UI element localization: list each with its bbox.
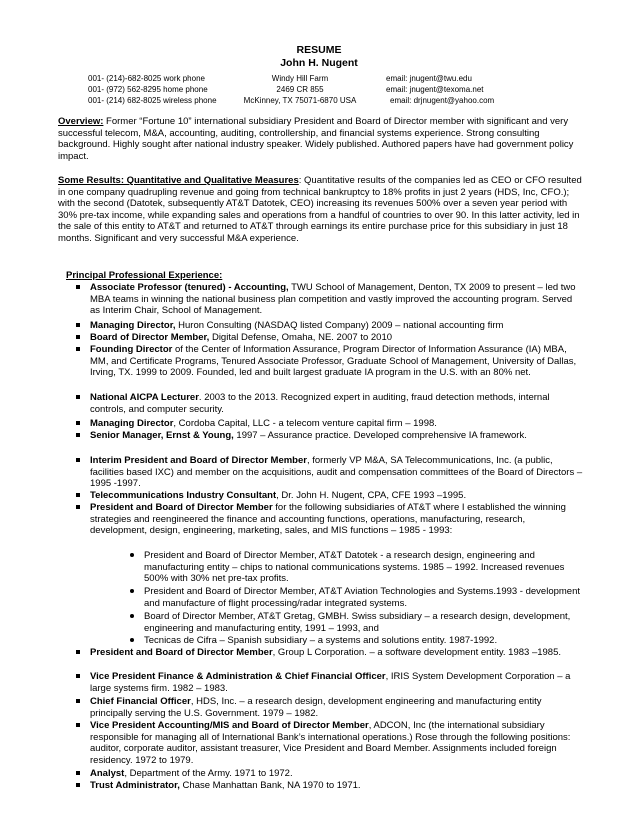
bullet-dot [130,589,134,593]
experience-item [90,671,584,694]
experience-item [90,320,584,332]
role-title: Chief Financial Officer [90,696,191,707]
experience-heading [66,270,592,282]
experience-item [90,332,584,344]
role-title: Founding Director [90,344,173,355]
phone-list [88,73,217,106]
bullet-square [76,674,80,678]
experience-item [90,780,584,792]
experience-item [90,768,584,780]
role-title: Vice President Accounting/MIS and Board of Director Member [90,720,369,731]
home-phone: 001- (972) 562-8295 home phone [88,85,208,94]
role-title: Managing Director, [90,320,176,331]
bullet-square [76,421,80,425]
role-title: Senior Manager, Ernst & Young, [90,430,234,441]
results-text: : Quantitative results of the companies led as CEO or CFO resulted in one company quadrupling revenue and going from technical bankruptcy to 18% profits in just 2 years (HDS, Inc, CFO.); with the second (Datotek, subsequently AT&T Datotek, CEO) increasing its revenues 500% over a seven year period with 30% pre-tax income, while expanding sales and operations from a handful of countries to over 90. In this latter activity, led in the sale of this entity to AT&T and returned to AT&T through earnings its entire purchase price for this subsidiary in just 18 months. Significant and very successful M&A experience. [58,175,582,244]
bullet-dot [130,553,134,557]
overview-section [58,116,584,162]
bullet-square [76,433,80,437]
subsidiary-item [144,586,584,609]
email-link[interactable]: email: drjnugent@yahoo.com [390,96,495,105]
subsidiary-item [144,550,584,585]
experience-item [90,344,584,379]
subsidiary-detail: Board of Director Member, AT&T Gretag, GMBH. Swiss subsidiary – a research design, development, engineering and manufacturing entity, 1991 – 1993, and [144,611,571,634]
experience-item [90,392,584,415]
bullet-square [76,458,80,462]
role-detail: . 2003 to the 2013. Recognized expert in auditing, fraud detection methods, internal controls, and computer security. [90,392,550,415]
role-detail: , Cordoba Capital, LLC - a telecom venture capital firm – 1998. [173,418,437,429]
candidate-name: John H. Nugent [280,57,358,69]
role-title: Analyst [90,768,125,779]
experience-item [90,647,584,659]
email-link[interactable]: email: jnugent@texoma.net [386,85,484,94]
subsidiary-detail: President and Board of Director Member, AT&T Aviation Technologies and Systems.1993 - development and manufacture of flight processing/radar integrated systems. [144,586,581,609]
resume-title: RESUME [296,44,342,56]
bullet-dot [130,638,134,642]
role-title: President and Board of Director Member [90,502,273,513]
role-title: President and Board of Director Member [90,647,273,658]
role-detail: , formerly VP M&A, SA Telecommunications, Inc. (a public, facilities based IXC) and member on the acquisitions, audit and compensation committees of the Board of Directors – 1995 -1997. [90,455,583,490]
role-title: Associate Professor (tenured) - Accounting, [90,282,289,293]
overview-label: Overview: [58,116,104,127]
experience-item [90,490,584,502]
subsidiary-detail: Tecnicas de Cifra – Spanish subsidiary – a systems and solutions entity. 1987-1992. [144,635,498,646]
bullet-square [76,650,80,654]
bullet-square [76,285,80,289]
role-title: Managing Director [90,418,174,429]
work-phone: 001- (214)-682-8025 work phone [88,74,205,83]
role-detail: , Group L Corporation. – a software development entity. 1983 –1985. [272,647,562,658]
bullet-square [76,505,80,509]
bullet-square [76,493,80,497]
role-detail: , ADCON, Inc (the international subsidiary responsible for managing all of International Bank’s international operations.) Rose through the following positions: auditor, corporate auditor, assistant treasurer, Vice President and Board Member. Assignments included foreign residency. 1972 to 1979. [90,720,571,766]
results-section [58,175,584,245]
role-detail: Huron Consulting (NASDAQ listed Company) 2009 – national accounting firm [175,320,504,331]
role-detail: 1997 – Assurance practice. Developed comprehensive IA framework. [233,430,527,441]
experience-item [90,696,584,719]
role-detail: , Dr. John H. Nugent, CPA, CFE 1993 –1995. [276,490,467,501]
role-detail: for the following subsidiaries of AT&T where I established the winning strategies and reengineered the finance and accounting functions, operations, manufacturing, research, development, design, engineering, marketing, sales, and MIS functions – 1985 - 1993: [90,502,566,537]
bullet-square [76,699,80,703]
experience-item [90,418,584,430]
role-title: Interim President and Board of Director Member [90,455,307,466]
address-line: 2469 CR 855 [276,85,324,94]
results-label: Some Results: Quantitative and Qualitative Measures [58,175,299,186]
role-title: Board of Director Member, [90,332,210,343]
role-detail: , HDS, Inc. – a research design, development engineering and manufacturing entity principally serving the U.S. Government. 1979 – 1982. [90,696,542,719]
experience-item [90,430,584,442]
experience-heading-text: Principal Professional Experience: [66,270,223,281]
role-detail: TWU School of Management, Denton, TX 2009 to present – led two MBA teams in winning the national business plan competition and vastly improved the accounting program. Served as Interim Chair, School of Management. [90,282,576,317]
role-title: Telecommunications Industry Consultant [90,490,277,501]
role-detail: Digital Defense, Omaha, NE. 2007 to 2010 [209,332,393,343]
role-detail: , Department of the Army. 1971 to 1972. [124,768,293,779]
experience-item [90,455,584,490]
address-line: McKinney, TX 75071-6870 USA [243,96,357,105]
role-title: Trust Administrator, [90,780,180,791]
experience-item [90,502,584,537]
role-title: Vice President Finance & Administration & Chief Financial Officer [90,671,386,682]
email-link[interactable]: email: jnugent@twu.edu [386,74,472,83]
wireless-phone: 001- (214) 682-8025 wireless phone [88,96,217,105]
address-block [238,73,362,106]
bullet-square [76,783,80,787]
subsidiary-detail: President and Board of Director Member, AT&T Datotek - a research design, engineering and manufacturing entity – chips to national communications systems. 1985 – 1992. Increased revenues 500% with 30% net pre-tax profits. [144,550,565,585]
role-detail: , IRIS System Development Corporation – a large systems firm. 1982 – 1983. [90,671,571,694]
role-detail: of the Center of Information Assurance, Program Director of Information Assurance (IA) MBA, MM, and Certificate Programs, Tenured Associate Professor, Graduate School of Management, University of Dallas, Irving, TX. 1999 to 2009. Founded, led and built largest graduate IA program in the U.S. with an 80% net. [90,344,577,379]
bullet-square [76,323,80,327]
bullet-square [76,771,80,775]
subsidiary-item [144,611,584,634]
bullet-dot [130,614,134,618]
address-line: Windy Hill Farm [271,74,329,83]
email-list [386,73,494,106]
bullet-square [76,723,80,727]
bullet-square [76,395,80,399]
role-detail: Chase Manhattan Bank, NA 1970 to 1971. [179,780,361,791]
bullet-square [76,347,80,351]
experience-item [90,720,584,766]
role-title: National AICPA Lecturer [90,392,199,403]
bullet-square [76,335,80,339]
overview-text: Former “Fortune 10” international subsidiary President and Board of Director member with significant and very successful telecom, M&A, accounting, auditing, controllership, and financial systems experience. Strong consulting background. Highly sought after national industry speaker. Widely published. Authored papers have had government policy impact. [58,116,574,162]
experience-item [90,282,584,317]
subsidiary-item [144,635,584,647]
